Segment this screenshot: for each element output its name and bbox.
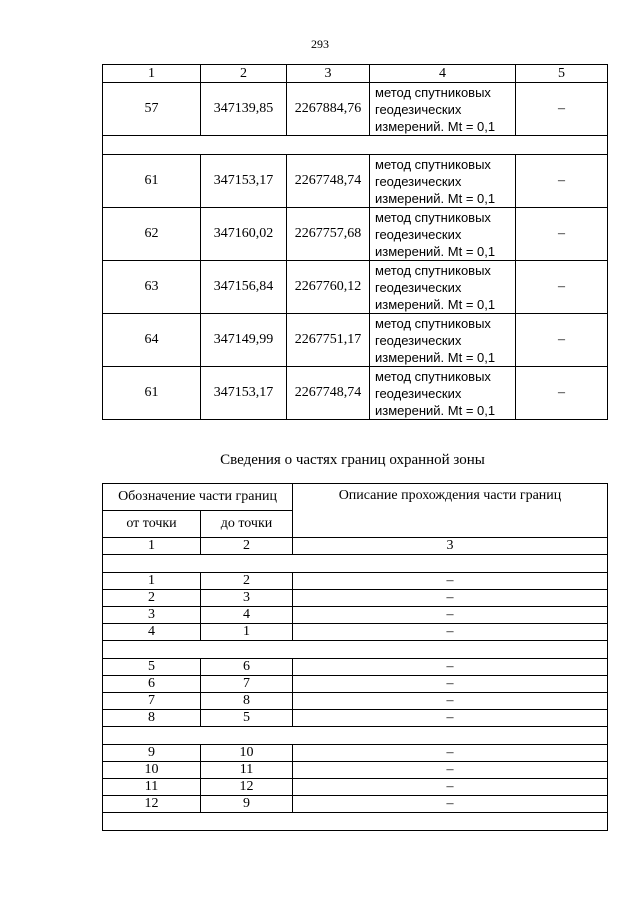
- separator-cell: [103, 136, 608, 155]
- description-cell: –: [293, 710, 608, 727]
- to-point-cell: 11: [201, 762, 293, 779]
- description-cell: –: [293, 624, 608, 641]
- description-cell: –: [293, 796, 608, 813]
- column-number-cell: 1: [103, 65, 201, 83]
- contour-separator-row: [103, 813, 608, 831]
- table-row: [103, 590, 608, 607]
- note-cell: –: [516, 367, 608, 420]
- from-point-cell: 12: [103, 796, 201, 813]
- table-row: [103, 796, 608, 813]
- note-cell: –: [516, 155, 608, 208]
- x-coordinate-cell: 347153,17: [201, 367, 287, 420]
- to-point-cell: 7: [201, 676, 293, 693]
- table-row: [103, 367, 608, 420]
- to-point-cell: 2: [201, 573, 293, 590]
- to-point-cell: 9: [201, 796, 293, 813]
- note-cell: –: [516, 208, 608, 261]
- method-line: метод спутниковых: [375, 84, 491, 100]
- from-point-cell: 7: [103, 693, 201, 710]
- method-line: измерений. Mt = 0,1: [375, 349, 496, 365]
- table-row: [103, 659, 608, 676]
- x-coordinate-cell: 347149,99: [201, 314, 287, 367]
- method-line: измерений. Mt = 0,1: [375, 402, 496, 418]
- method-line: метод спутниковых: [375, 209, 491, 225]
- from-point-cell: 4: [103, 624, 201, 641]
- separator-cell: [103, 813, 608, 831]
- note-cell: –: [516, 314, 608, 367]
- header-description: Описание прохождения части границ: [293, 484, 608, 538]
- header-from-point: от точки: [103, 511, 201, 538]
- method-line: метод спутниковых: [375, 262, 491, 278]
- method-cell: [370, 261, 516, 314]
- separator-cell: [103, 555, 608, 573]
- method-line: геодезических: [375, 173, 462, 189]
- point-cell: 62: [103, 208, 201, 261]
- x-coordinate-cell: 347156,84: [201, 261, 287, 314]
- contour-separator-row: [103, 555, 608, 573]
- column-number-cell: 5: [516, 65, 608, 83]
- method-line: измерений. Mt = 0,1: [375, 296, 496, 312]
- column-number-cell: 3: [287, 65, 370, 83]
- table-row: [103, 261, 608, 314]
- table-row: [103, 745, 608, 762]
- table-row: [103, 155, 608, 208]
- method-cell: [370, 155, 516, 208]
- to-point-cell: 10: [201, 745, 293, 762]
- column-number-cell: 3: [293, 538, 608, 555]
- table-row: [103, 779, 608, 796]
- to-point-cell: 1: [201, 624, 293, 641]
- from-point-cell: 11: [103, 779, 201, 796]
- method-line: геодезических: [375, 226, 462, 242]
- y-coordinate-cell: 2267748,74: [287, 367, 370, 420]
- method-line: измерений. Mt = 0,1: [375, 190, 496, 206]
- to-point-cell: 12: [201, 779, 293, 796]
- description-cell: –: [293, 573, 608, 590]
- x-coordinate-cell: 347160,02: [201, 208, 287, 261]
- table-row: [103, 314, 608, 367]
- y-coordinate-cell: 2267748,74: [287, 155, 370, 208]
- description-cell: –: [293, 607, 608, 624]
- y-coordinate-cell: 2267884,76: [287, 83, 370, 136]
- table-row: [103, 607, 608, 624]
- column-number-cell: 2: [201, 538, 293, 555]
- table-header-row: [103, 65, 608, 83]
- from-point-cell: 9: [103, 745, 201, 762]
- header-to-point: до точки: [201, 511, 293, 538]
- description-cell: –: [293, 590, 608, 607]
- method-cell: [370, 367, 516, 420]
- point-cell: 57: [103, 83, 201, 136]
- from-point-cell: 8: [103, 710, 201, 727]
- to-point-cell: 3: [201, 590, 293, 607]
- x-coordinate-cell: 347139,85: [201, 83, 287, 136]
- to-point-cell: 8: [201, 693, 293, 710]
- column-number-cell: 2: [201, 65, 287, 83]
- separator-cell: [103, 727, 608, 745]
- contour-separator-row: [103, 136, 608, 155]
- method-line: метод спутниковых: [375, 368, 491, 384]
- from-point-cell: 6: [103, 676, 201, 693]
- page-number: 293: [311, 37, 329, 51]
- from-point-cell: 10: [103, 762, 201, 779]
- method-cell: [370, 208, 516, 261]
- method-line: измерений. Mt = 0,1: [375, 118, 496, 134]
- from-point-cell: 2: [103, 590, 201, 607]
- from-point-cell: 1: [103, 573, 201, 590]
- separator-cell: [103, 641, 608, 659]
- method-line: геодезических: [375, 279, 462, 295]
- description-cell: –: [293, 676, 608, 693]
- header-boundary-designation: Обозначение части границ: [103, 484, 293, 511]
- point-cell: 61: [103, 367, 201, 420]
- boundary-parts-table: [102, 483, 608, 831]
- method-line: метод спутниковых: [375, 315, 491, 331]
- to-point-cell: 6: [201, 659, 293, 676]
- x-coordinate-cell: 347153,17: [201, 155, 287, 208]
- description-cell: –: [293, 762, 608, 779]
- to-point-cell: 4: [201, 607, 293, 624]
- point-cell: 63: [103, 261, 201, 314]
- table-row: [103, 83, 608, 136]
- method-cell: [370, 314, 516, 367]
- contour-separator-row: [103, 727, 608, 745]
- section-title: Сведения о частях границ охранной зоны: [220, 452, 485, 468]
- table-row: [103, 676, 608, 693]
- method-line: измерений. Mt = 0,1: [375, 243, 496, 259]
- description-cell: –: [293, 659, 608, 676]
- point-cell: 64: [103, 314, 201, 367]
- coordinates-table: [102, 64, 608, 420]
- table-row: [103, 710, 608, 727]
- method-line: геодезических: [375, 385, 462, 401]
- description-cell: –: [293, 693, 608, 710]
- y-coordinate-cell: 2267760,12: [287, 261, 370, 314]
- column-number-cell: 1: [103, 538, 201, 555]
- y-coordinate-cell: 2267757,68: [287, 208, 370, 261]
- method-line: геодезических: [375, 332, 462, 348]
- description-cell: –: [293, 745, 608, 762]
- note-cell: –: [516, 83, 608, 136]
- description-cell: –: [293, 779, 608, 796]
- column-number-cell: 4: [370, 65, 516, 83]
- note-cell: –: [516, 261, 608, 314]
- table-row: [103, 573, 608, 590]
- column-numbers-row: [103, 538, 608, 555]
- from-point-cell: 3: [103, 607, 201, 624]
- to-point-cell: 5: [201, 710, 293, 727]
- from-point-cell: 5: [103, 659, 201, 676]
- y-coordinate-cell: 2267751,17: [287, 314, 370, 367]
- table-row: [103, 693, 608, 710]
- method-line: метод спутниковых: [375, 156, 491, 172]
- method-cell: [370, 83, 516, 136]
- table-row: [103, 624, 608, 641]
- table-row: [103, 762, 608, 779]
- method-line: геодезических: [375, 101, 462, 117]
- table-row: [103, 208, 608, 261]
- point-cell: 61: [103, 155, 201, 208]
- contour-separator-row: [103, 641, 608, 659]
